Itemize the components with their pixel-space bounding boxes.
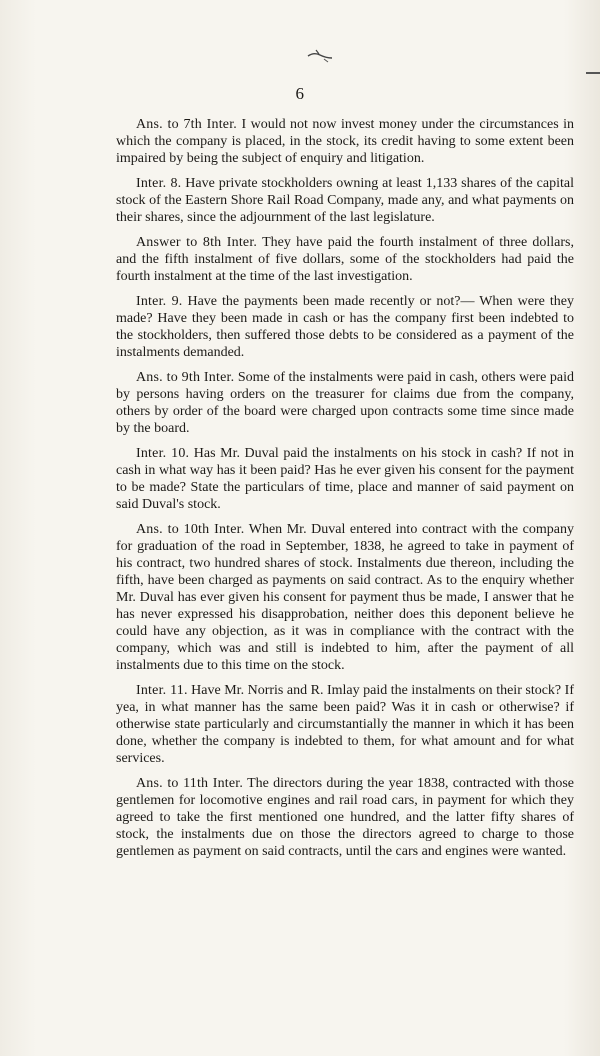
paragraph-lead: Ans. to 9th Inter. bbox=[136, 370, 235, 385]
paragraph-lead: Ans. to 7th Inter. bbox=[136, 117, 237, 132]
page-number: 6 bbox=[295, 84, 305, 103]
paragraph-lead: Inter. 11. bbox=[136, 683, 188, 698]
paragraph-inter-11 bbox=[116, 682, 574, 767]
paragraph-lead: Inter. 10. bbox=[136, 446, 190, 461]
paragraph-text: Some of the instalments were paid in cash, others were paid by persons having orders on the treasurer for claims due from the company, others by order of the board were charged upon contracts some time since made by the board. bbox=[116, 370, 575, 436]
paragraph-ans-9 bbox=[116, 369, 574, 437]
ink-mark-icon bbox=[306, 46, 336, 66]
paragraph-inter-9 bbox=[116, 293, 574, 361]
paragraph-text: I would not now invest money under the circumstances in which the company is placed, in the stock, its credit having to some extent been impaired by being the subject of enquiry and litigation. bbox=[116, 117, 575, 166]
paragraph-lead: Inter. 9. bbox=[136, 294, 183, 309]
edge-rule bbox=[586, 72, 600, 74]
paragraph-inter-10 bbox=[116, 445, 574, 513]
paragraph-text: They have paid the fourth instalment of three dollars, and the fifth instalment of five dollars, some of the stockholders had paid the fourth instalment at the time of the last investigation. bbox=[116, 235, 574, 284]
paragraph-ans-11 bbox=[116, 775, 574, 860]
paragraph-text: The directors during the year 1838, contracted with those gentlemen for locomotive engines and rail road cars, in payment for which they agreed to take the first mentioned one hundred, and the latter fifty shares of stock, the instalments due on those the directors agreed to charge to those gentlemen as payment on said contracts, until the cars and engines were wanted. bbox=[116, 776, 574, 859]
paragraph-text: Have the payments been made recently or not?— When were they made? Have they been made in cash or has the company first been indebted to the stockholders, then suffered those debts to be considered as a payment of the instalments demanded. bbox=[116, 294, 574, 360]
paragraph-ans-10 bbox=[116, 521, 574, 674]
paragraph-lead: Ans. to 11th Inter. bbox=[136, 776, 244, 791]
paragraph-lead: Inter. 8. bbox=[136, 176, 182, 191]
paragraph-text: Has Mr. Duval paid the instalments on his stock in cash? If not in cash in what way has it been paid? Has he ever given his consent for the payment to be made? State the particulars of time, place and manner of said payment on said Duval's stock. bbox=[116, 446, 575, 512]
paragraph-text: When Mr. Duval entered into contract with the company for graduation of the road in September, 1838, he agreed to take in payment of his contract, two hundred shares of stock. Instalments due thereon, including the fifth, have been charged as payments on said contract. As to the enquiry whether Mr. Duval has ever given his consent for payment thus be made, I answer that he has never expressed his disapprobation, neither does this deponent believe he could have any objection, as it was in compliance with the contract with the company, which was and still is indebted to him, after the payment of all instalments due to this time on the stock. bbox=[116, 522, 575, 673]
paragraph-ans-8 bbox=[116, 234, 574, 285]
body-text bbox=[116, 116, 574, 868]
paragraph-text: Have private stockholders owning at least 1,133 shares of the capital stock of the Eastern Shore Rail Road Company, made any, and what payments on their shares, since the adjournment of the last legislature. bbox=[116, 176, 574, 225]
paragraph-text: Have Mr. Norris and R. Imlay paid the instalments on their stock? If yea, in what manner has the same been paid? Was it in cash or otherwise? if otherwise state particularly and circumstantially the manner in which it has been done, whether the company is indebted to them, for what amount and for what services. bbox=[116, 683, 574, 766]
paragraph-ans-7 bbox=[116, 116, 574, 167]
paragraph-lead: Ans. to 10th Inter. bbox=[136, 522, 245, 537]
paragraph-lead: Answer to 8th Inter. bbox=[136, 235, 258, 250]
paragraph-inter-8 bbox=[116, 175, 574, 226]
